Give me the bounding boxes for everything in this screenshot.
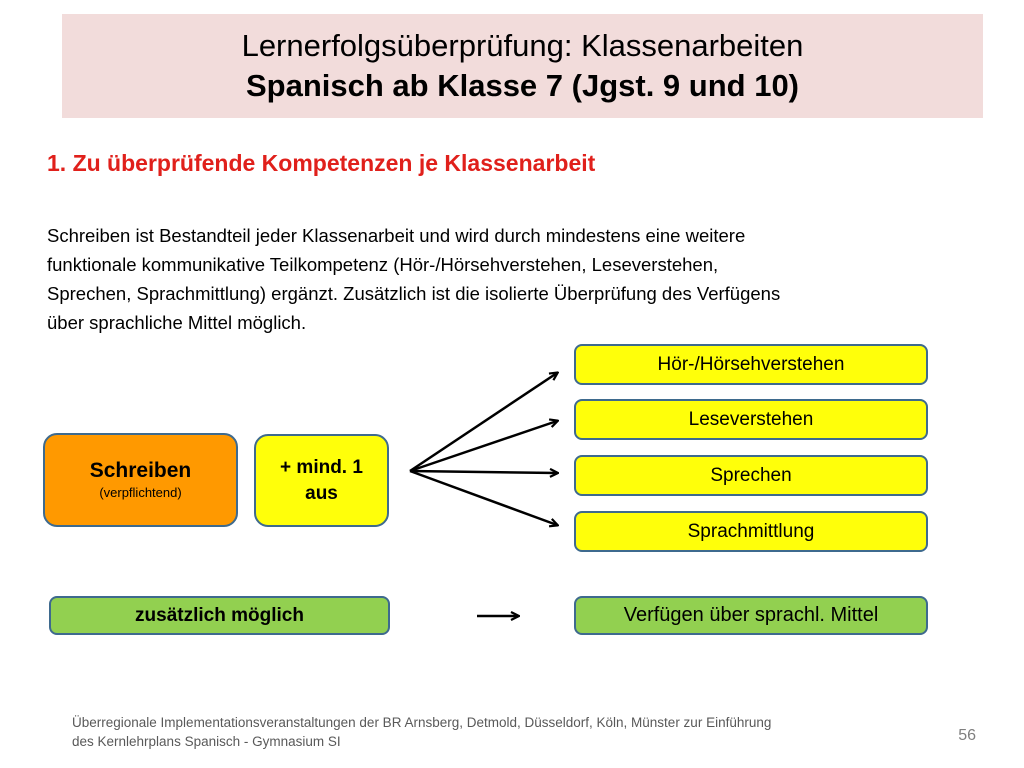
intro-paragraph: Schreiben ist Bestandteil jeder Klassenarbeit und wird durch mindestens eine weitere funktionale kommunikative Teilkompetenz (Hör-/Hörsehverstehen, Leseverstehen, Sprechen, Sprachmittlung) ergänzt. Zusätzlich ist die isolierte Überprüfung des Verfügens über sprachliche Mittel möglich. [47,225,781,333]
arrow-to-sprechen [410,471,557,473]
plus-line-1: + mind. 1 [280,456,363,478]
verfuegen-box: Verfügen über sprachl. Mittel [574,596,928,635]
competency-sprechen-box: Sprechen [574,455,928,496]
plus-min-one-box [254,434,389,527]
title-line-1: Lernerfolgsüberprüfung: Klassenarbeiten [241,28,804,63]
title-line-2: Spanisch ab Klasse 7 (Jgst. 9 und 10) [245,68,800,103]
section-heading: 1. Zu überprüfende Kompetenzen je Klassenarbeit [47,150,596,176]
schreiben-box [43,433,238,527]
schreiben-sublabel: (verpflichtend) [99,485,182,500]
arrow-to-hoer [410,373,557,471]
page-number: 56 [958,727,976,744]
additional-possible-box: zusätzlich möglich [49,596,390,635]
schreiben-label: Schreiben [89,459,192,482]
competency-hoer-box: Hör-/Hörsehverstehen [574,344,928,385]
footer-text: Überregionale Implementationsveranstaltungen der BR Arnsberg, Detmold, Düsseldorf, Köln, Münster zur Einführung des Kernlehrplans Spanisch - Gymnasium SI [72,715,772,749]
competency-sprachmittlung-box: Sprachmittlung [574,511,928,552]
plus-line-2: aus [305,482,338,504]
arrow-to-lese [410,421,557,471]
arrow-to-sprachmittlung [410,471,557,525]
competency-lese-box: Leseverstehen [574,399,928,440]
